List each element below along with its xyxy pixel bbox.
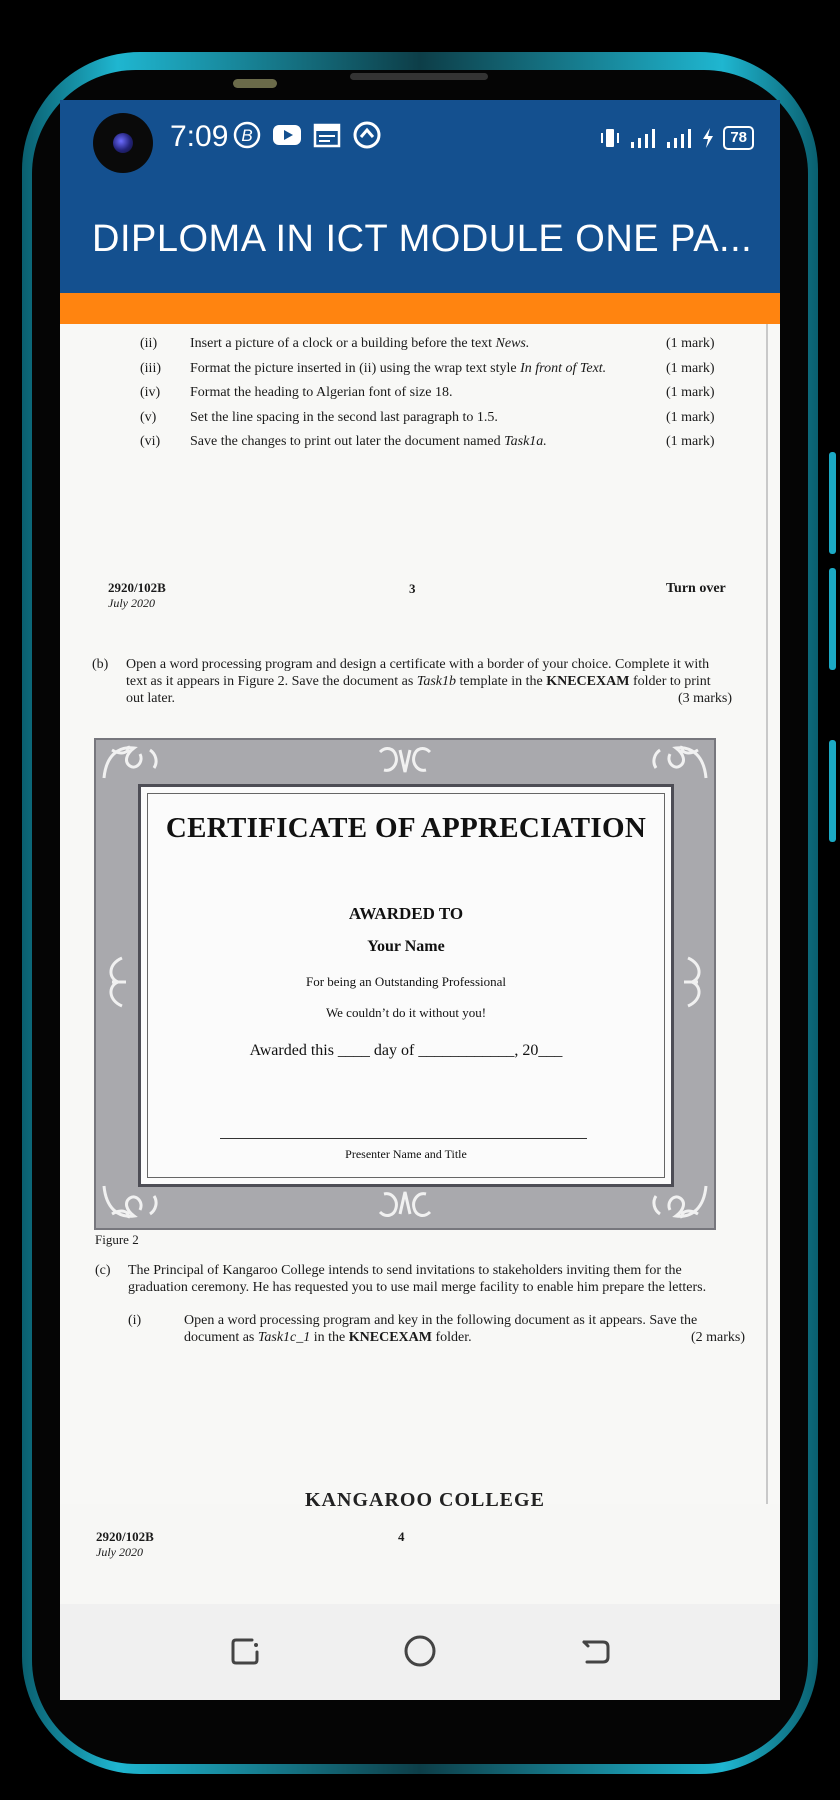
charging-icon xyxy=(701,127,715,149)
power-button xyxy=(829,740,836,842)
page-number: 3 xyxy=(409,581,416,596)
bottom-ornament xyxy=(374,1182,436,1222)
paper-date: July 2020 xyxy=(108,596,155,610)
svg-text:B: B xyxy=(241,126,253,145)
side-ornament xyxy=(682,954,708,1010)
certificate-title: CERTIFICATE OF APPRECIATION xyxy=(165,812,647,844)
b-circle-icon xyxy=(232,120,262,150)
paper-date: July 2020 xyxy=(96,1545,143,1559)
paper-code: 2920/102B xyxy=(96,1529,154,1544)
recent-apps-button[interactable] xyxy=(224,1630,266,1672)
volume-button xyxy=(829,452,836,554)
battery-indicator: 78 xyxy=(723,126,754,150)
signal-icon xyxy=(629,127,657,149)
page-number: 4 xyxy=(398,1529,405,1544)
calendar-icon xyxy=(312,120,342,150)
awarded-to-label: AWARDED TO xyxy=(348,904,464,923)
turn-over-label: Turn over xyxy=(666,581,726,596)
side-ornament xyxy=(102,954,128,1010)
app-bar xyxy=(60,190,780,293)
certificate-figure xyxy=(94,738,716,1230)
status-right xyxy=(599,126,754,150)
figure-caption: Figure 2 xyxy=(95,1232,139,1247)
paper-code: 2920/102B xyxy=(108,580,166,595)
corner-ornament xyxy=(100,1182,162,1222)
signature-line xyxy=(220,1138,587,1139)
screen xyxy=(60,100,780,1700)
recipient-name: Your Name xyxy=(367,938,445,955)
navigation-bar xyxy=(60,1604,780,1700)
front-camera xyxy=(93,113,153,173)
corner-ornament xyxy=(648,742,710,782)
thanks-line: We couldn’t do it without you! xyxy=(325,1005,487,1020)
circle-arrow-icon xyxy=(352,120,382,150)
back-button[interactable] xyxy=(575,1630,617,1672)
document-page[interactable]: (ii) Insert a picture of a clock or a building before the text News. (1 mark) (iii) Format the picture inserted in (ii) using the wrap text style In front of Text. (1 mark) (iv) Format the heading to Algerian font of size 18. (1 mark) (v) Set the line spacing in the second last paragraph to 1.5. (1 mark) (vi) Save the changes to print out later the document named Task1a. (1 mark) 2920/102B July 2020 3 Turn over (b) Open a word processing program and design a certificate with a border of your choice. Complete it with text as it appears in Figure 2. Save the document as Task1b template in the KNECEXAM folder to print out later. (3 marks) CERTIFICATE OF APPRECIATION AWARDED TO Your Name For being an Outstanding Professional We couldn’t do it without you! Awarded this ____ day of ____________, 20___ Presenter Name and Title Figure 2 (c) The Principal of Kangaroo College intends to send invitations to stakeholders inviting them for the graduation ceremony. He has requested you to use mail merge facility to enable him prepare the letters. (i) Open a word processing program and key in the following document as it appears. Save the document as Task1c_1 in the KNECEXAM folder. (2 marks) 2920/102B July 2020 4 KANGAROO COLLEGE xyxy=(60,324,780,1504)
page-edge xyxy=(766,324,768,1504)
certificate-body xyxy=(138,784,674,1187)
signal-icon-2 xyxy=(665,127,693,149)
proximity-sensor xyxy=(233,79,277,88)
vibrate-icon xyxy=(599,127,621,149)
accent-bar xyxy=(60,293,780,324)
side-key-button xyxy=(829,568,836,670)
youtube-icon xyxy=(272,120,302,150)
status-bar xyxy=(60,100,780,190)
awarded-date-line: Awarded this ____ day of ____________, 20___ xyxy=(249,1042,563,1059)
corner-ornament xyxy=(100,742,162,782)
corner-ornament xyxy=(648,1182,710,1222)
document-title: DIPLOMA IN ICT MODULE ONE PA... xyxy=(92,218,753,260)
home-button[interactable] xyxy=(399,1630,441,1672)
earpiece xyxy=(350,73,488,80)
award-reason: For being an Outstanding Professional xyxy=(305,974,507,989)
presenter-label: Presenter Name and Title xyxy=(345,1147,467,1161)
top-ornament xyxy=(374,742,436,782)
status-time: 7:09 xyxy=(170,120,229,153)
next-page-heading: KANGAROO COLLEGE xyxy=(305,1489,545,1511)
notification-icons xyxy=(232,120,382,150)
